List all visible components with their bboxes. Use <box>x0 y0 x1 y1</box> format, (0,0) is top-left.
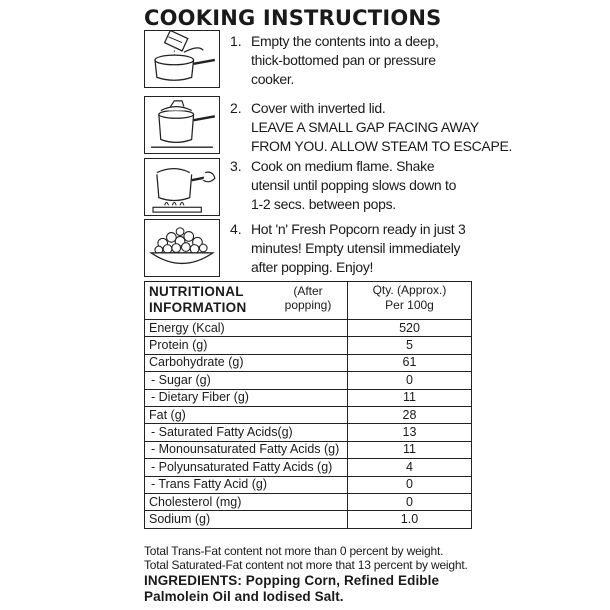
quantity-header-cell <box>348 282 472 320</box>
nutrition-title-line1: NUTRITIONAL <box>149 284 244 299</box>
after-popping-line1: (After <box>293 284 323 298</box>
nutrient-value: 0 <box>348 476 472 493</box>
nutrient-value: 11 <box>348 389 472 406</box>
trans-fat-note: Total Trans-Fat content not more than 0 percent by weight. <box>144 544 444 558</box>
nutrition-row <box>145 441 472 458</box>
step-3-number: 3. <box>230 158 242 174</box>
quantity-header-line1: Qty. (Approx.) <box>372 283 447 297</box>
nutrient-value: 4 <box>348 459 472 476</box>
nutrient-value: 28 <box>348 406 472 423</box>
nutrition-row <box>145 406 472 423</box>
nutrient-label: Fat (g) <box>145 406 348 423</box>
nutrition-header-row <box>145 282 472 320</box>
nutrient-label: - Polyunsaturated Fatty Acids (g) <box>145 459 348 476</box>
nutrition-row <box>145 511 472 528</box>
step-1-number: 1. <box>230 33 242 49</box>
footer-notes <box>144 544 468 572</box>
saturated-fat-note: Total Saturated-Fat content not more that 13 percent by weight. <box>144 558 468 572</box>
covered-pan-illustration <box>144 96 220 154</box>
nutrition-row <box>145 372 472 389</box>
nutrition-table <box>144 281 472 529</box>
nutrient-label: Carbohydrate (g) <box>145 354 348 371</box>
nutrient-value: 61 <box>348 354 472 371</box>
nutrient-label: - Sugar (g) <box>145 372 348 389</box>
nutrition-row <box>145 493 472 510</box>
ingredients-line1: INGREDIENTS: Popping Corn, Refined Edible <box>144 573 440 588</box>
nutrient-label: Protein (g) <box>145 337 348 354</box>
ingredients-text <box>144 573 439 605</box>
nutrient-label: Energy (Kcal) <box>145 320 348 337</box>
nutrient-value: 11 <box>348 441 472 458</box>
nutrition-row <box>145 337 472 354</box>
popcorn-bowl-illustration <box>144 219 220 277</box>
nutrition-title-line2: INFORMATION <box>149 300 247 315</box>
step-4-number: 4. <box>230 221 242 237</box>
nutrient-value: 1.0 <box>348 511 472 528</box>
nutrient-label: - Dietary Fiber (g) <box>145 389 348 406</box>
nutrient-value: 0 <box>348 372 472 389</box>
shaking-pan-on-flame-illustration <box>144 158 220 216</box>
quantity-header-line2: Per 100g <box>385 298 434 312</box>
nutrient-value: 520 <box>348 320 472 337</box>
after-popping-line2: popping) <box>284 298 332 312</box>
nutrition-row <box>145 354 472 371</box>
nutrient-label: Cholesterol (mg) <box>145 493 348 510</box>
step-3-text: Cook on medium flame. Shake utensil until popping slows down to 1-2 secs. between pops. <box>251 158 457 212</box>
step-2-number: 2. <box>230 100 242 116</box>
nutrition-row <box>145 459 472 476</box>
nutrition-row <box>145 320 472 337</box>
nutrient-label: Sodium (g) <box>145 511 348 528</box>
step-4-text: Hot 'n' Fresh Popcorn ready in just 3 minutes! Empty utensil immediately after popping. Enjoy! <box>251 221 466 275</box>
nutrition-row <box>145 476 472 493</box>
nutrient-value: 0 <box>348 493 472 510</box>
nutrition-row <box>145 424 472 441</box>
nutrition-title-cell <box>145 282 348 320</box>
ingredients-line2: Palmolein Oil and Iodised Salt. <box>144 589 344 604</box>
nutrient-label: - Monounsaturated Fatty Acids (g) <box>145 441 348 458</box>
nutrient-value: 5 <box>348 337 472 354</box>
cooking-instructions-heading: COOKING INSTRUCTIONS <box>144 6 442 30</box>
nutrition-row <box>145 389 472 406</box>
step-2-text: Cover with inverted lid. LEAVE A SMALL GAP FACING AWAY FROM YOU. ALLOW STEAM TO ESCAPE. <box>251 100 513 154</box>
pouring-packet-into-pan-illustration <box>144 30 220 88</box>
nutrient-label: - Saturated Fatty Acids(g) <box>145 424 348 441</box>
step-1-text: Empty the contents into a deep, thick-bottomed pan or pressure cooker. <box>251 33 439 87</box>
nutrient-label: - Trans Fatty Acid (g) <box>145 476 348 493</box>
nutrient-value: 13 <box>348 424 472 441</box>
